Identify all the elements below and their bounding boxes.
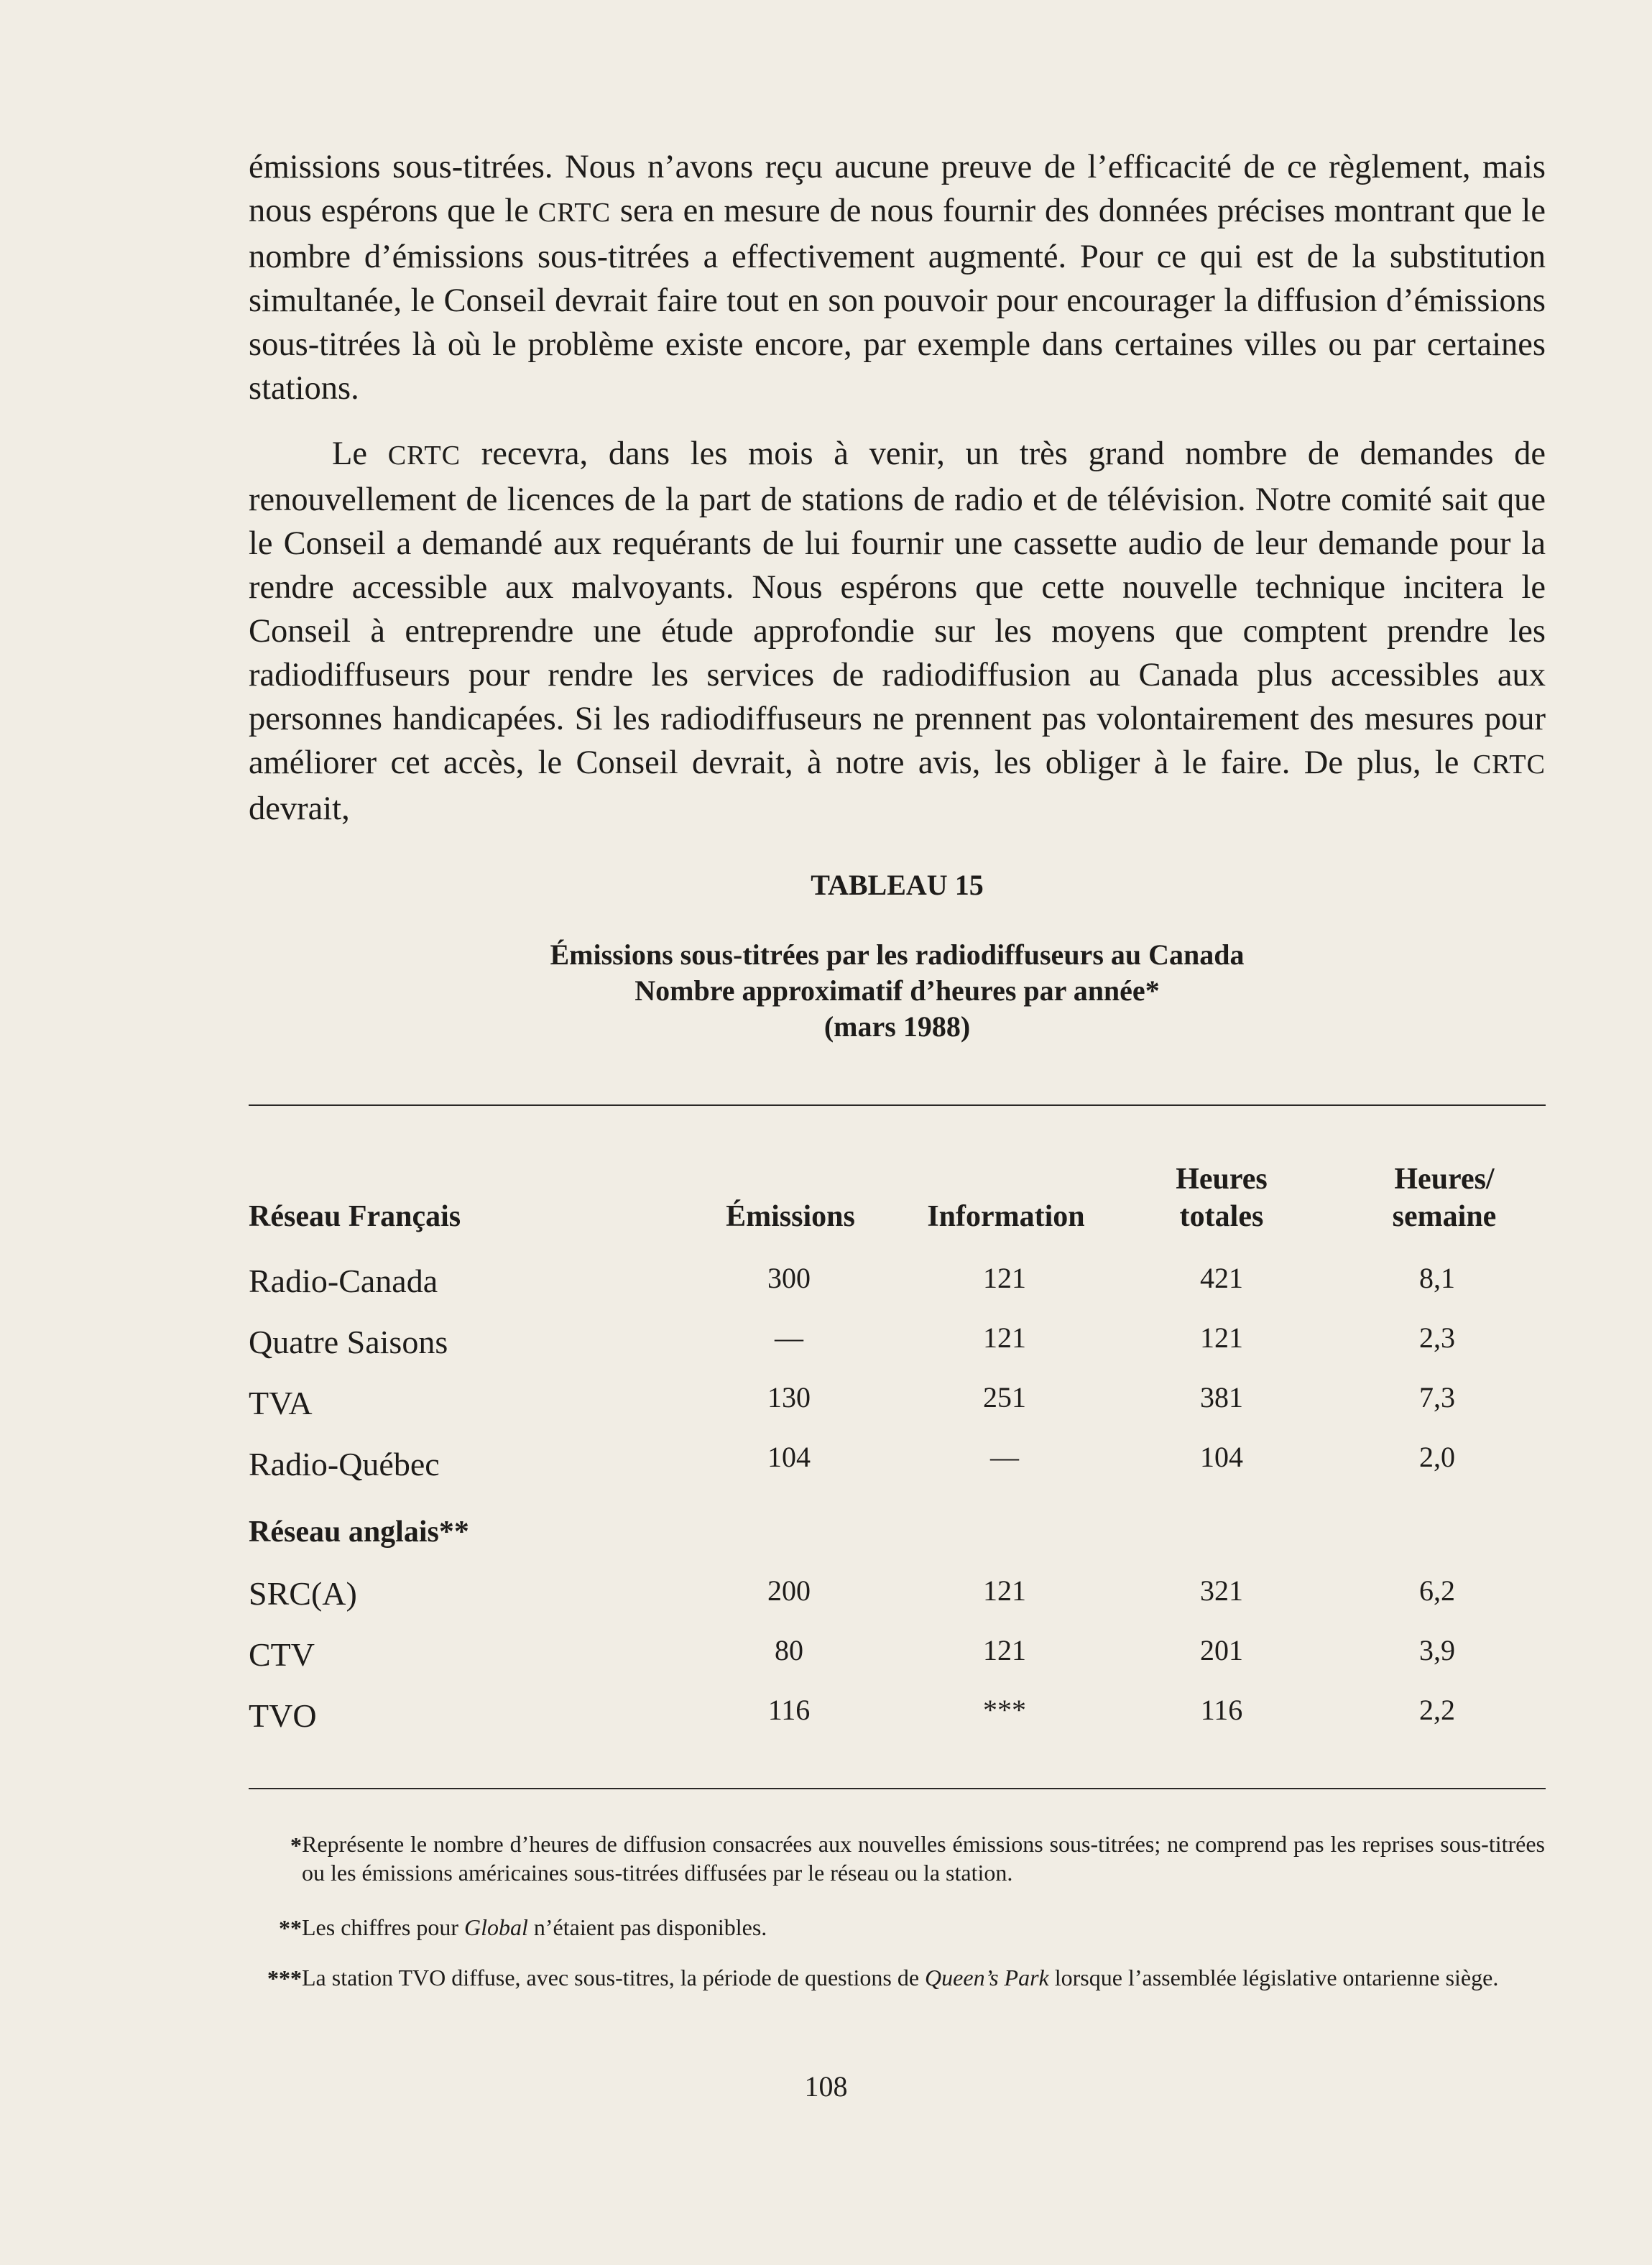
cell-total: 421: [1200, 1262, 1243, 1294]
cell-emissions: 80: [775, 1634, 803, 1666]
cell-information: —: [990, 1441, 1019, 1473]
footnote-1: Représente le nombre d’heures de diffusion consacrées aux nouvelles émissions sous-titrées; ne comprend pas les reprises sous-titrées ou les émissions américaines sous-titrées diffusées par le réseau ou la station.: [302, 1831, 1545, 1886]
cell-total: 104: [1200, 1441, 1243, 1473]
cell-week: 3,9: [1419, 1634, 1455, 1666]
paragraph-2: Le CRTC recevra, dans les mois à venir, un très grand nombre de demandes de renouvellement de licences de la part de stations de radio et de télévision. Notre comité sait que le Conseil a demandé aux requérants de lui fournir une cassette audio de leur demande pour la rendre accessible aux malvoyants. Nous espérons que cette nouvelle technique incitera le Conseil à entreprendre une étude approfondie sur les moyens que comptent prendre les radiodiffuseurs pour rendre les services de radiodiffusion au Canada plus accessibles aux personnes handicapées. Si les radiodiffuseurs ne prennent pas volontairement des mesures pour améliorer cet accès, le Conseil devrait, à notre avis, les obliger à le faire. De plus, le CRTC devrait,: [249, 435, 1546, 827]
cell-information: 251: [983, 1381, 1026, 1413]
footnote-3: La station TVO diffuse, avec sous-titres, la période de questions de Queen’s Park lorsque l’assemblée législative ontarienne siège.: [302, 1965, 1499, 1990]
cell-emissions: 300: [767, 1262, 811, 1294]
header-information: Information: [927, 1200, 1085, 1233]
cell-information: 121: [983, 1574, 1026, 1607]
row-label: CTV: [249, 1636, 315, 1673]
header-heures-semaine-line-2: semaine: [1392, 1200, 1497, 1233]
row-label: TVA: [249, 1385, 313, 1421]
cell-emissions: 200: [767, 1574, 811, 1607]
table-title-line-3: (mars 1988): [823, 1010, 971, 1043]
cell-information: 121: [983, 1634, 1026, 1666]
cell-emissions: 104: [767, 1441, 811, 1473]
cell-information: 121: [983, 1321, 1026, 1354]
row-label: Radio-Québec: [249, 1446, 440, 1482]
row-label: SRC(A): [249, 1575, 357, 1612]
table-label: TABLEAU 15: [811, 869, 984, 901]
cell-week: 2,3: [1419, 1321, 1455, 1354]
row-label: TVO: [249, 1697, 317, 1734]
header-heures-totales-line-2: totales: [1179, 1200, 1264, 1233]
cell-emissions: —: [775, 1321, 803, 1354]
footnote-mark-1: *: [290, 1832, 302, 1858]
cell-total: 121: [1200, 1321, 1243, 1354]
cell-emissions: 116: [767, 1694, 811, 1726]
cell-week: 6,2: [1419, 1574, 1455, 1607]
cell-week: 2,2: [1419, 1694, 1455, 1726]
cell-emissions: 130: [767, 1381, 811, 1413]
cell-total: 381: [1200, 1381, 1243, 1413]
table-bottom-rule: [249, 1788, 1546, 1789]
cell-total: 321: [1200, 1574, 1243, 1607]
cell-week: 7,3: [1419, 1381, 1455, 1413]
page-number: 108: [804, 2070, 848, 2103]
cell-information: 121: [983, 1262, 1026, 1294]
footnote-mark-3: ***: [267, 1965, 302, 1991]
header-reseau-anglais: Réseau anglais**: [249, 1516, 469, 1549]
row-label: Radio-Canada: [249, 1263, 438, 1299]
header-heures-semaine-line-1: Heures/: [1394, 1163, 1495, 1196]
header-reseau-francais: Réseau Français: [249, 1200, 461, 1233]
footnote-mark-2: **: [279, 1915, 302, 1941]
cell-week: 8,1: [1419, 1262, 1455, 1294]
table-title-line-1: Émissions sous-titrées par les radiodiffuseurs au Canada: [550, 938, 1245, 971]
cell-information: ***: [983, 1694, 1026, 1726]
header-emissions: Émissions: [726, 1200, 855, 1233]
table-top-rule: [249, 1104, 1546, 1106]
cell-week: 2,0: [1419, 1441, 1455, 1473]
cell-total: 201: [1200, 1634, 1243, 1666]
header-heures-totales-line-1: Heures: [1176, 1163, 1268, 1196]
cell-total: 116: [1200, 1694, 1243, 1726]
row-label: Quatre Saisons: [249, 1324, 448, 1360]
body-text: [249, 145, 1546, 831]
paragraph-1: émissions sous-titrées. Nous n’avons reçu aucune preuve de l’efficacité de ce règlement, mais nous espérons que le CRTC sera en mesure de nous fournir des données précises montrant que le nombre d’émissions sous-titrées a effectivement augmenté. Pour ce qui est de la substitution simultanée, le Conseil devrait faire tout en son pouvoir pour encourager la diffusion d’émissions sous-titrées là où le problème existe encore, par exemple dans certaines villes ou par certaines stations.: [249, 149, 1546, 407]
table-title-line-2: Nombre approximatif d’heures par année*: [635, 974, 1160, 1007]
footnote-2: Les chiffres pour Global n’étaient pas disponibles.: [302, 1914, 767, 1940]
